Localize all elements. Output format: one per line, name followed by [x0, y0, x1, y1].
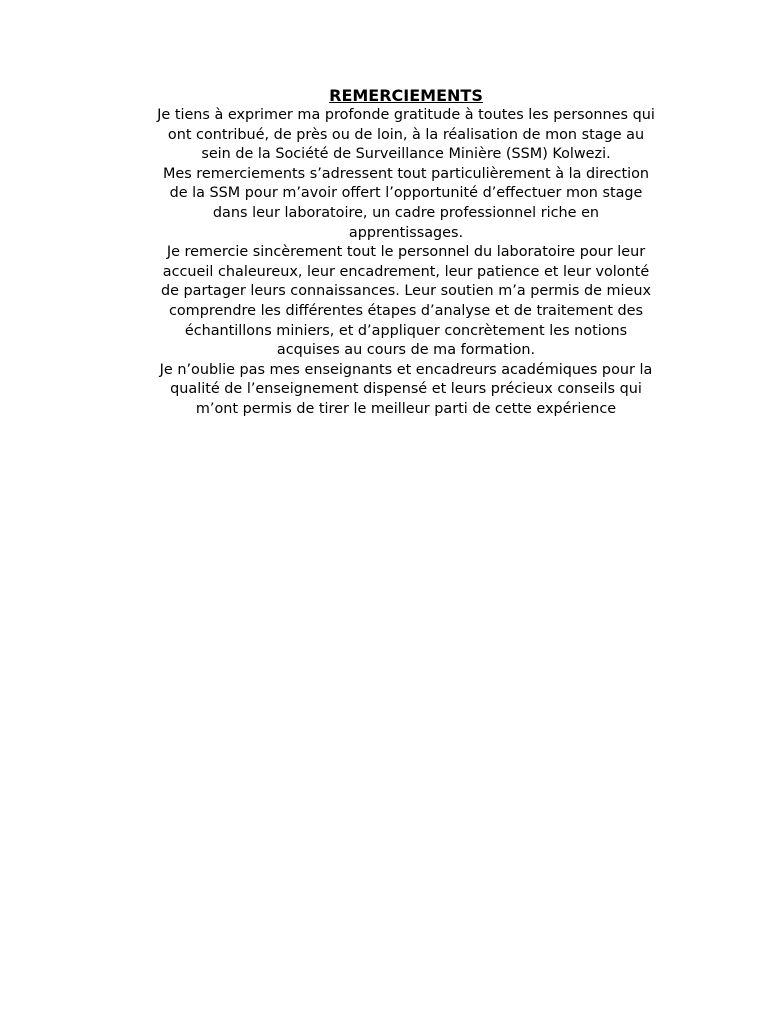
text-line: sein de la Société de Surveillance Minière (SSM) Kolwezi. [201, 146, 611, 163]
text-line: comprendre les différentes étapes d’analyse et de traitement des [168, 302, 644, 319]
text-line: dans leur laboratoire, un cadre professionnel riche en [212, 204, 600, 221]
text-line: de partager leurs connaissances. Leur soutien m’a permis de mieux [160, 283, 652, 300]
text-line: Je tiens à exprimer ma profonde gratitude à toutes les personnes qui [157, 107, 655, 123]
text-line: acquises au cours de ma formation. [276, 342, 536, 359]
document-body [128, 86, 684, 420]
text-line: échantillons miniers, et d’appliquer concrètement les notions [184, 322, 628, 339]
paragraph-direction [128, 165, 684, 243]
text-line: accueil chaleureux, leur encadrement, leur patience et leur volonté [162, 263, 650, 280]
text-line: ont contribué, de près ou de loin, à la réalisation de mon stage au [167, 126, 645, 143]
text-line: Je remercie sincèrement tout le personnel du laboratoire pour leur [166, 244, 646, 261]
text-line: Mes remerciements s’adressent tout particulièrement à la direction [162, 165, 650, 182]
page-title: REMERCIEMENTS [329, 86, 483, 105]
text-line: de la SSM pour m’avoir offert l’opportunité d’effectuer mon stage [169, 185, 643, 202]
paragraph-laboratory-staff [128, 243, 684, 361]
paragraph-gratitude [128, 106, 684, 165]
text-line: Je n’oublie pas mes enseignants et encadreurs académiques pour la [159, 361, 653, 378]
paragraph-teachers [128, 361, 684, 420]
text-line: qualité de l’enseignement dispensé et leurs précieux conseils qui [170, 381, 642, 398]
text-line: m’ont permis de tirer le meilleur parti de cette expérience [195, 400, 617, 417]
text-line: apprentissages. [348, 224, 464, 241]
